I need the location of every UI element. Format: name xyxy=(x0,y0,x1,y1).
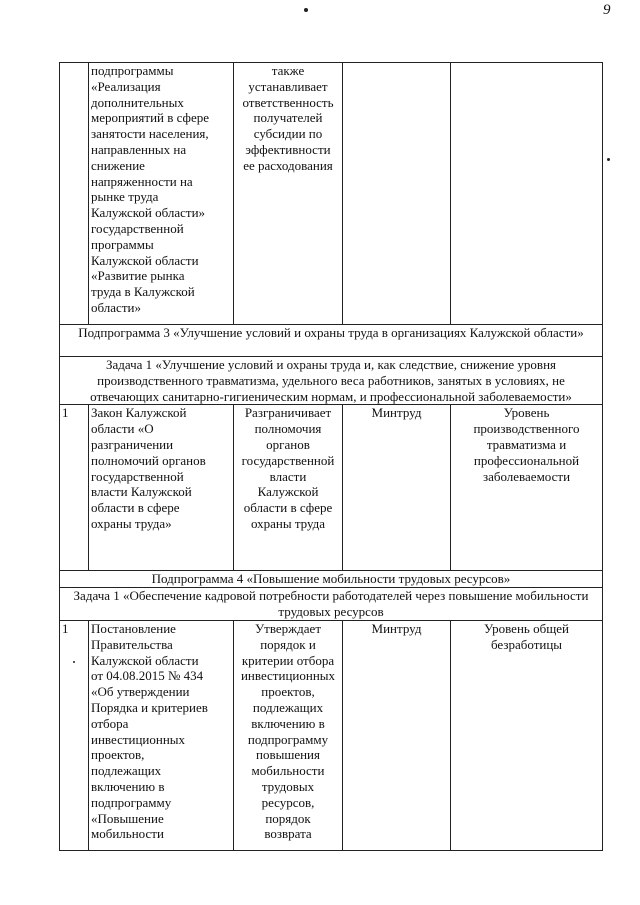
cell-text-line: Калужской области xyxy=(91,652,199,668)
cell-text-line: программы xyxy=(91,236,154,252)
cell-text-line: охраны труда» xyxy=(91,515,172,531)
indicator-cell xyxy=(451,620,603,850)
cell-text-line: рынке труда xyxy=(91,189,159,205)
cell-text-line: «Об утверждении xyxy=(91,684,190,700)
cell-text-line: подпрограммы xyxy=(91,63,174,78)
cell-text-line: инвестиционных xyxy=(240,668,336,684)
executor-cell: Минтруд xyxy=(343,620,451,850)
indicator-cell xyxy=(451,405,603,571)
cell-text-line: устанавливает xyxy=(248,78,328,94)
cell-text-line: занятости населения, xyxy=(91,126,209,142)
cell-text-line: безработицы xyxy=(490,636,563,652)
cell-text-line: получателей xyxy=(253,110,323,126)
cell-text-line: Калужской области xyxy=(91,252,199,268)
row-number xyxy=(60,63,89,325)
cell-text-line: власти xyxy=(269,468,307,484)
cell-text-line: органов xyxy=(266,436,310,452)
indicator-cell xyxy=(451,63,603,325)
page-number: 9 xyxy=(603,2,611,18)
cell-text-line: подлежащих xyxy=(252,699,324,715)
task-3-heading: Задача 1 «Улучшение условий и охраны труда и, как следствие, снижение уровня производственного травматизма, удельного веса работников, занятых в условиях, не отвечающих санитарно-гигиеническим нормам, и профессиональной заболеваемости» xyxy=(60,357,603,405)
cell-text-line: инвестиционных xyxy=(91,731,186,747)
purpose-cell xyxy=(234,405,343,571)
row-number: 1 xyxy=(60,405,89,571)
subprogram-3-heading: Подпрограмма 3 «Улучшение условий и охраны труда в организациях Калужской области» xyxy=(60,325,603,357)
cell-text-line: Закон Калужской xyxy=(91,405,187,421)
cell-text-line: подлежащих xyxy=(91,763,162,779)
cell-text-line: субсидии по xyxy=(253,126,323,142)
cell-text-line: мобильности xyxy=(251,763,325,779)
cell-text-line: Уровень общей xyxy=(484,620,569,636)
cell-text-line: мобильности xyxy=(91,826,164,842)
subprogram-row xyxy=(60,325,603,357)
cell-text-line: разграничении xyxy=(91,436,174,452)
executor-cell xyxy=(343,63,451,325)
cell-text-line: порядок xyxy=(265,810,311,826)
subprogram-4-heading: Подпрограмма 4 «Повышение мобильности трудовых ресурсов» xyxy=(60,571,603,588)
cell-text-line: «Реализация xyxy=(91,78,161,94)
legal-act-cell xyxy=(89,405,234,571)
cell-text-line: государственной xyxy=(241,452,335,468)
table-row xyxy=(60,63,603,325)
cell-text-line: государственной xyxy=(91,220,184,236)
cell-text-line: направленных на xyxy=(91,141,187,157)
cell-text-line: подпрограмму xyxy=(247,731,329,747)
cell-text-line: «Развитие рынка xyxy=(91,268,185,284)
cell-text-line: включению в xyxy=(91,778,165,794)
cell-text-line: Правительства xyxy=(91,636,173,652)
cell-text-line: от 04.08.2015 № 434 xyxy=(91,668,204,684)
scan-speck xyxy=(304,8,308,12)
cell-text-line: области «О xyxy=(91,421,154,437)
cell-text-line: Уровень xyxy=(503,405,550,421)
cell-text-line: возврата xyxy=(264,826,312,842)
row-number: 1 xyxy=(60,620,89,850)
cell-text-line: трудовых xyxy=(261,778,315,794)
cell-text-line: порядок и xyxy=(260,636,316,652)
table-row xyxy=(60,620,603,850)
cell-text-line: включению в xyxy=(251,715,325,731)
task-4-heading: Задача 1 «Обеспечение кадровой потребности работодателей через повышение мобильности трудовых ресурсов xyxy=(60,588,603,621)
task-row xyxy=(60,357,603,405)
cell-text-line: отбора xyxy=(91,715,129,731)
task-row xyxy=(60,588,603,621)
cell-text-line: области в сфере xyxy=(91,500,180,516)
cell-text-line: охраны труда xyxy=(250,515,326,531)
cell-text-line: проектов, xyxy=(91,747,145,763)
cell-text-line: снижение xyxy=(91,157,145,173)
cell-text-line: ресурсов, xyxy=(261,794,315,810)
cell-text-line: профессиональной xyxy=(473,452,580,468)
cell-text-line: травматизма и xyxy=(486,436,567,452)
table-row xyxy=(60,405,603,571)
legal-act-cell xyxy=(89,620,234,850)
cell-text-line: полномочий органов xyxy=(91,452,206,468)
cell-text-line: ответственность xyxy=(242,94,334,110)
cell-text-line: заболеваемости xyxy=(482,468,571,484)
legal-act-cell xyxy=(89,63,234,325)
cell-text-line: власти Калужской xyxy=(91,484,192,500)
cell-text-line: государственной xyxy=(91,468,184,484)
cell-text-line: эффективности xyxy=(245,141,331,157)
cell-text-line: «Повышение xyxy=(91,810,164,826)
cell-text-line: дополнительных xyxy=(91,94,184,110)
cell-text-line: области в сфере xyxy=(243,500,333,516)
cell-text-line: подпрограмму xyxy=(91,794,172,810)
scan-speck xyxy=(607,158,610,161)
cell-text-line: Разграничивает xyxy=(244,405,332,421)
purpose-cell xyxy=(234,63,343,325)
subprogram-row xyxy=(60,571,603,588)
cell-text-line: Калужской xyxy=(257,484,319,500)
cell-text-line: повышения xyxy=(255,747,320,763)
cell-text-line: также xyxy=(271,63,305,78)
cell-text-line: производственного xyxy=(473,421,580,437)
cell-text-line: Утверждает xyxy=(254,620,322,636)
executor-cell: Минтруд xyxy=(343,405,451,571)
cell-text-line: Калужской области» xyxy=(91,205,206,221)
cell-text-line: напряженности на xyxy=(91,173,193,189)
program-table xyxy=(59,62,603,851)
cell-text-line: Постановление xyxy=(91,620,176,636)
cell-text-line: проектов, xyxy=(261,684,315,700)
purpose-cell xyxy=(234,620,343,850)
cell-text-line: Порядка и критериев xyxy=(91,699,208,715)
cell-text-line: ее расходования xyxy=(243,157,333,173)
cell-text-line: полномочия xyxy=(254,421,322,437)
cell-text-line: мероприятий в сфере xyxy=(91,110,210,126)
cell-text-line: труда в Калужской xyxy=(91,284,195,300)
cell-text-line: критерии отбора xyxy=(241,652,335,668)
cell-text-line: области» xyxy=(91,299,141,315)
